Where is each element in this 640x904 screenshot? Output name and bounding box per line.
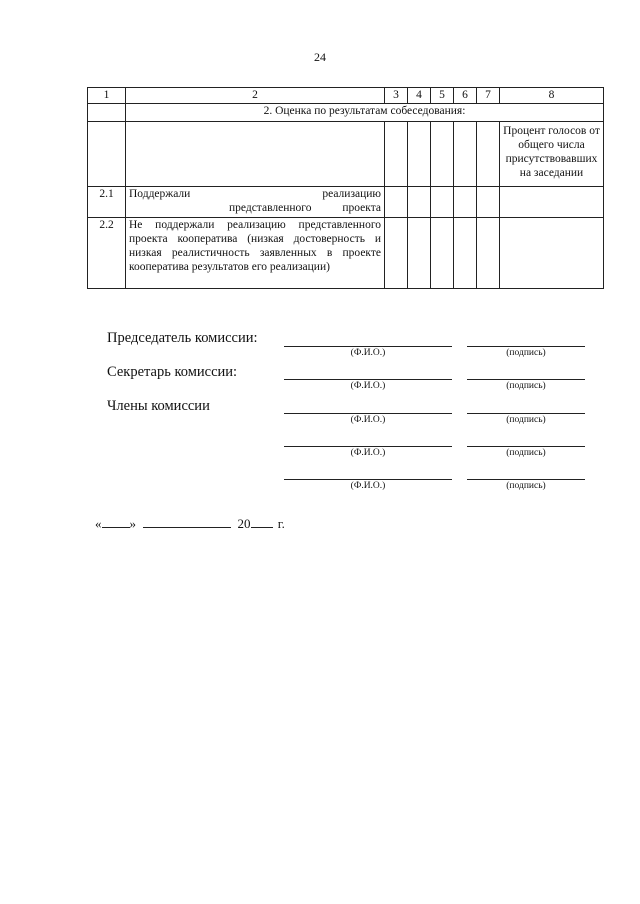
table-row <box>88 187 604 218</box>
year-prefix: 20 <box>237 516 251 531</box>
secretary-label: Секретарь комиссии: <box>107 364 238 380</box>
header-cell: 8 <box>500 88 604 104</box>
day-blank <box>102 516 130 528</box>
signature-caption: (подпись) <box>506 381 546 391</box>
member-signature-line <box>467 446 585 447</box>
section-title: 2. Оценка по результатам собеседования: <box>126 104 604 122</box>
page-number: 24 <box>314 50 326 64</box>
fio-caption: (Ф.И.О.) <box>350 348 386 358</box>
year-suffix: г. <box>277 516 285 531</box>
signature-caption: (подпись) <box>506 415 546 425</box>
member-signature-line <box>467 479 585 480</box>
member-name-line <box>284 446 452 447</box>
month-blank <box>143 516 231 528</box>
empty-cell <box>431 122 454 187</box>
fio-caption: (Ф.И.О.) <box>350 381 386 391</box>
empty-cell <box>88 104 126 122</box>
percent-header: Процент голосов от общего числа присутствовавших на заседании <box>500 122 604 187</box>
date-line <box>95 516 285 532</box>
row-text: Не поддержали реализацию представленного проекта кооператива (низкая достоверность и низкая реалистичность заявленных в проекте кооператива результатов его реализации) <box>126 218 385 289</box>
empty-cell <box>408 187 431 218</box>
signature-caption: (подпись) <box>506 348 546 358</box>
empty-cell <box>477 122 500 187</box>
section-row <box>88 104 604 122</box>
signature-caption: (подпись) <box>506 448 546 458</box>
empty-cell <box>454 218 477 289</box>
signature-caption: (подпись) <box>506 481 546 491</box>
secretary-signature-line <box>467 379 585 380</box>
fio-caption: (Ф.И.О.) <box>350 448 386 458</box>
row-text-line: представленного проекта <box>229 202 381 214</box>
table-header-row <box>88 88 604 104</box>
header-cell: 2 <box>126 88 385 104</box>
header-cell: 6 <box>454 88 477 104</box>
empty-cell <box>454 187 477 218</box>
members-label: Члены комиссии <box>107 398 210 414</box>
empty-cell <box>454 122 477 187</box>
empty-cell <box>500 187 604 218</box>
empty-cell <box>385 187 408 218</box>
member-name-line <box>284 413 452 414</box>
evaluation-table <box>87 87 604 289</box>
empty-cell <box>500 218 604 289</box>
header-cell: 5 <box>431 88 454 104</box>
header-cell: 4 <box>408 88 431 104</box>
empty-cell <box>408 122 431 187</box>
row-number: 2.2 <box>88 218 126 289</box>
date-close-quote: » <box>129 516 136 531</box>
member-name-line <box>284 479 452 480</box>
table-row <box>88 218 604 289</box>
table-row <box>88 122 604 187</box>
chairman-signature-line <box>467 346 585 347</box>
empty-cell <box>431 218 454 289</box>
header-cell: 3 <box>385 88 408 104</box>
row-number: 2.1 <box>88 187 126 218</box>
fio-caption: (Ф.И.О.) <box>350 481 386 491</box>
secretary-name-line <box>284 379 452 380</box>
empty-cell <box>431 187 454 218</box>
empty-cell <box>88 122 126 187</box>
row-text <box>126 187 385 218</box>
empty-cell <box>126 122 385 187</box>
empty-cell <box>385 122 408 187</box>
member-signature-line <box>467 413 585 414</box>
empty-cell <box>385 218 408 289</box>
header-cell: 7 <box>477 88 500 104</box>
empty-cell <box>477 218 500 289</box>
year-blank <box>251 516 273 528</box>
fio-caption: (Ф.И.О.) <box>350 415 386 425</box>
date-open-quote: « <box>95 516 102 531</box>
empty-cell <box>408 218 431 289</box>
header-cell: 1 <box>88 88 126 104</box>
chairman-label: Председатель комиссии: <box>107 330 258 346</box>
empty-cell <box>477 187 500 218</box>
row-text-line: Поддержали реализацию <box>129 188 381 200</box>
chairman-name-line <box>284 346 452 347</box>
